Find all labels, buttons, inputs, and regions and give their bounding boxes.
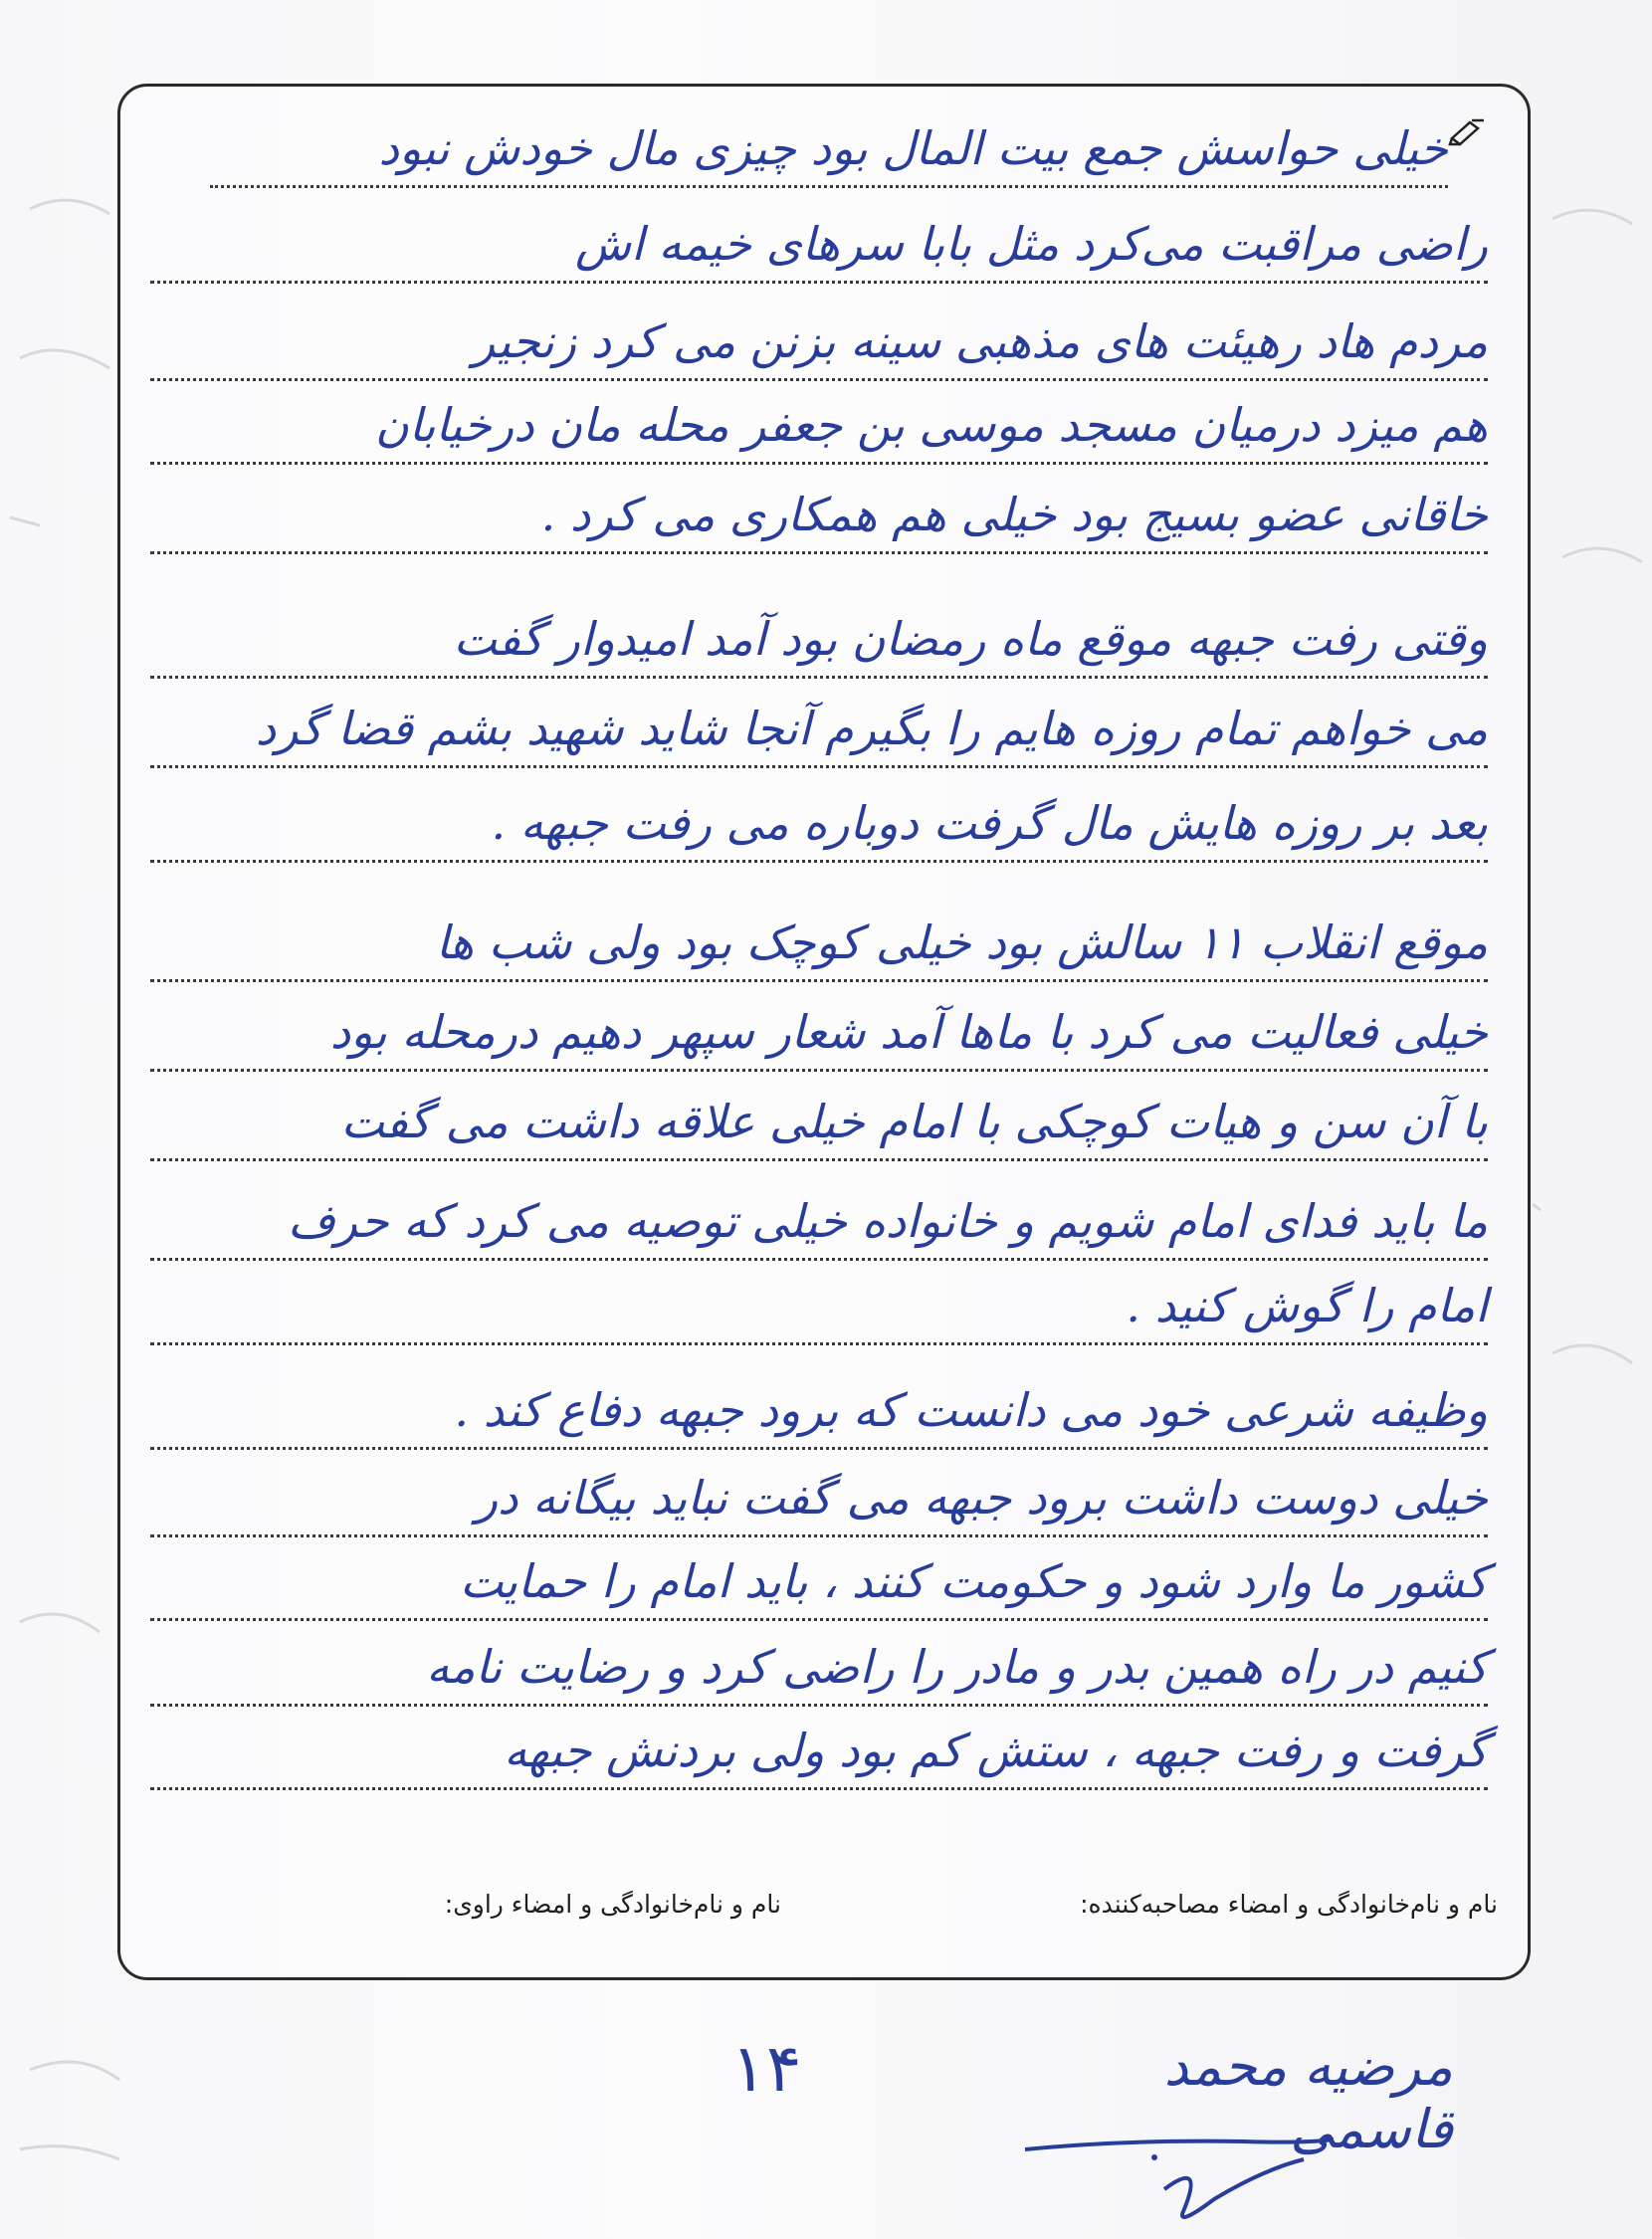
signature-scribble [1005, 2100, 1423, 2219]
page-number: ۱۴ [730, 2030, 802, 2107]
handwritten-line: می خواهم تمام روزه هایم را بگیرم آنجا شاید شهید بشم قضا گرد [150, 689, 1488, 768]
handwritten-line: ما باید فدای امام شویم و خانواده خیلی توصیه می کرد که حرف [150, 1181, 1488, 1261]
form-footer [150, 1890, 1498, 1939]
handwritten-lines [120, 87, 1528, 1977]
handwritten-line: وقتی رفت جبهه موقع ماه رمضان بود آمد امیدوار گفت [150, 599, 1488, 679]
handwritten-line: وظیفه شرعی خود می دانست که برود جبهه دفاع کند . [150, 1370, 1488, 1450]
handwritten-line: بعد بر روزه هایش مال گرفت دوباره می رفت جبهه . [150, 783, 1488, 863]
handwritten-line: خیلی فعالیت می کرد با ماها آمد شعار سپهر دهیم درمحله بود [150, 992, 1488, 1072]
narrator-signature-label: نام و نام‌خانوادگی و امضاء راوی: [444, 1890, 781, 1919]
handwritten-line: خیلی حواسش جمع بیت المال بود چیزی مال خودش نبود [210, 108, 1448, 188]
handwritten-line: خاقانی عضو بسیج بود خیلی هم همکاری می کرد . [150, 475, 1488, 554]
handwritten-line: گرفت و رفت جبهه ، ستش کم بود ولی بردنش جبهه [150, 1711, 1488, 1790]
handwritten-line: امام را گوش کنید . [150, 1266, 1488, 1345]
handwritten-line: راضی مراقبت می‌کرد مثل بابا سرهای خیمه اش [150, 204, 1488, 284]
signature-name: مرضیه محمد قاسمی [1163, 2035, 1453, 2160]
interviewer-signature-label: نام و نام‌خانوادگی و امضاء مصاحبه‌کننده: [1080, 1890, 1498, 1919]
handwritten-line: خیلی دوست داشت برود جبهه می گفت نباید بیگانه در [150, 1458, 1488, 1537]
handwritten-line: مردم هاد رهیئت های مذهبی سینه بزنن می کرد زنجیر [150, 302, 1488, 381]
handwritten-line: کشور ما وارد شود و حکومت کنند ، باید امام را حمایت [150, 1541, 1488, 1621]
form-box [117, 84, 1531, 1980]
handwritten-line: کنیم در راه همین بدر و مادر را راضی کرد و رضایت نامه [150, 1627, 1488, 1707]
handwritten-line: با آن سن و هیات کوچکی با امام خیلی علاقه داشت می گفت [150, 1082, 1488, 1161]
handwritten-line: موقع انقلاب ۱۱ سالش بود خیلی کوچک بود ولی شب ها [150, 903, 1488, 982]
handwritten-line: هم میزد درمیان مسجد موسی بن جعفر محله مان درخیابان [150, 385, 1488, 465]
